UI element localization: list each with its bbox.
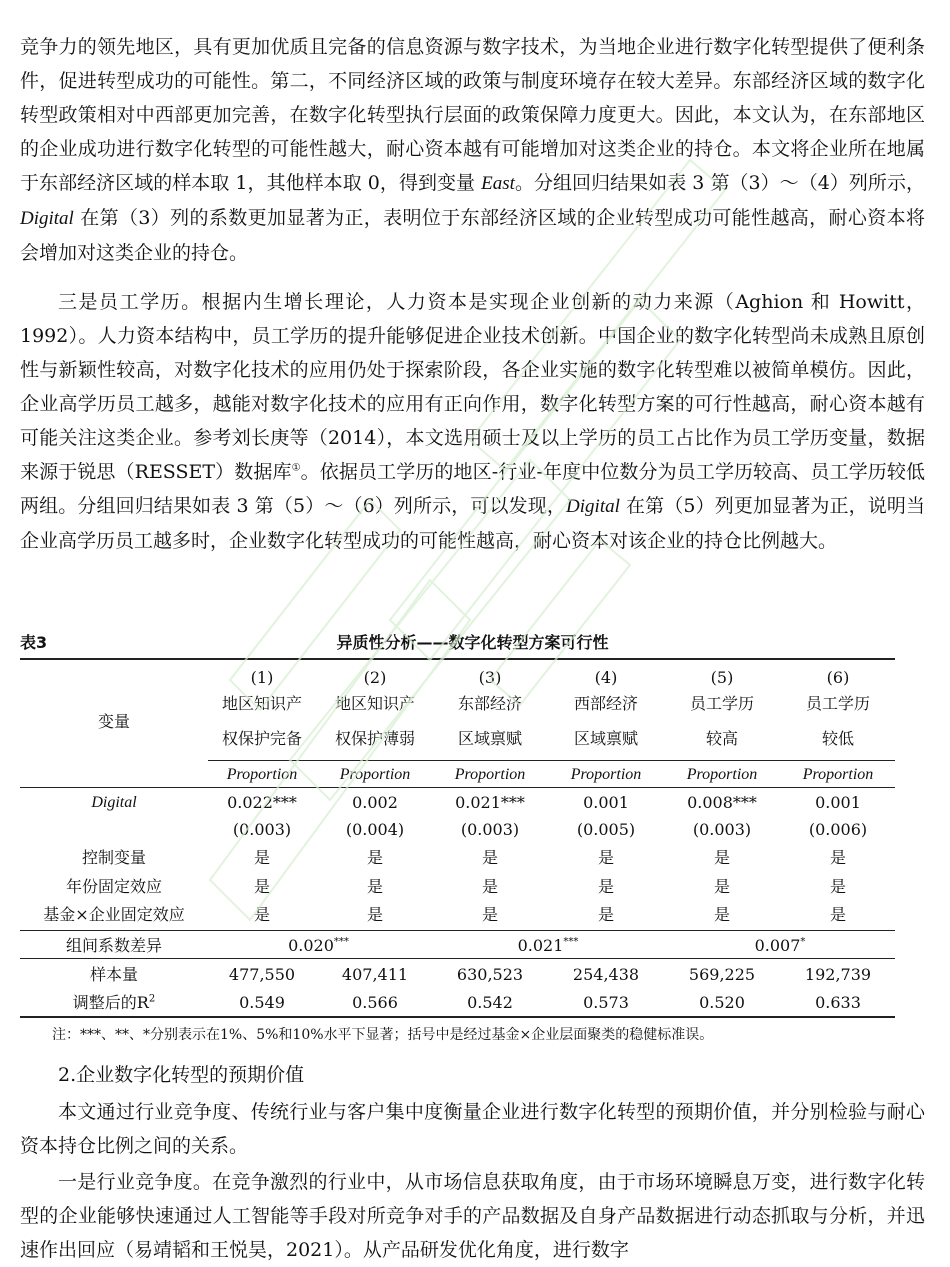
paragraph-industry-competition: 一是行业竞争度。在竞争激烈的行业中，从市场信息获取角度，由于市场环境瞬息万变，进行数字化转型的企业能够快速通过人工智能等手段对所竞争对手的产品数据及自身产品数据进行动态抓取与分析，并迅速作出回应（易靖韬和王悦昊，2021）。从产品研发优化角度，进行数字 xyxy=(20,1171,925,1261)
table-cell: 是 xyxy=(713,905,730,924)
table-cell: 是 xyxy=(253,905,270,924)
p1-mid-text: 。分组回归结果如表 3 第（3）～（4）列所示， xyxy=(514,172,925,194)
table-cell: 407,411 xyxy=(341,965,409,984)
table-cell: 是 xyxy=(481,848,498,867)
column-number: (6) xyxy=(826,668,850,687)
p2-text: 三是员工学历。根据内生增长理论，人力资本是实现企业创新的动力来源（Aghion 和 Howitt，1992）。人力资本结构中，员工学历的提升能够促进企业技术创新。中国企业的数字化转型尚未成熟且原创性与新颖性较高，对数字化技术的应用仍处于探索阶段，各企业实施的数字化转型难以被简单模仿。因此，企业高学历员工越多，越能对数字化技术的应用有正向作用，数字化转型方案的可行性越高，耐心资本越有可能关注这类企业。参考刘长庚等（2014），本文选用硕士及以上学历的员工占比作为员工学历变量，数据来源于锐思（RESSET）数据库 xyxy=(20,291,925,483)
table-cell: 是 xyxy=(597,905,614,924)
table-cell: 0.520 xyxy=(699,993,745,1012)
table-cell: 192,739 xyxy=(804,965,872,984)
table-cell: 是 xyxy=(253,848,270,867)
variable-header: 变量 xyxy=(97,712,130,731)
table-cell: (0.003) xyxy=(232,820,292,839)
p1-text: 竞争力的领先地区，具有更加优质且完备的信息资源与数字技术，为当地企业进行数字化转型提供了便利条件，促进转型成功的可能性。第二，不同经济区域的政策与制度环境存在较大差异。东部经济区域的数字化转型政策相对中西部更加完善，在数字化转型执行层面的政策保障力度更大。因此，本文认为，在东部地区的企业成功进行数字化转型的可能性越大，耐心资本越有可能增加对这类企业的持仓。本文将企业所在地属于东部经济区域的样本取 1，其他样本取 0，得到变量 xyxy=(20,36,925,194)
table-cell: 0.549 xyxy=(239,993,285,1012)
table-cell: 是 xyxy=(829,905,846,924)
table-cell: 0.566 xyxy=(352,993,398,1012)
table-cell: (0.003) xyxy=(692,820,752,839)
row-label: 年份固定效应 xyxy=(65,877,162,896)
paragraph-employee-education xyxy=(20,285,925,558)
table-cell: 0.001 xyxy=(815,793,861,812)
table-cell: 是 xyxy=(713,877,730,896)
column-label-line2: 区域禀赋 xyxy=(573,729,638,748)
dependent-variable: Proportion xyxy=(686,766,758,783)
table-cell: (0.006) xyxy=(808,820,868,839)
table-cell: 是 xyxy=(253,877,270,896)
table-cell: 是 xyxy=(829,877,846,896)
column-label-line1: 东部经济 xyxy=(457,694,522,713)
column-label-line1: 员工学历 xyxy=(689,694,754,713)
diff-cell: 0.020*** xyxy=(288,936,349,955)
table-cell: 0.002 xyxy=(352,793,398,812)
table-note: 注：***、**、*分别表示在1%、5%和10%水平下显著；括号中是经过基金×企业层面聚类的稳健标准误。 xyxy=(52,1027,714,1043)
column-number: (2) xyxy=(363,668,387,687)
table-cell: (0.004) xyxy=(345,820,405,839)
column-label-line2: 较低 xyxy=(821,729,854,748)
table-fe-rule xyxy=(20,930,895,931)
table-cell: 0.573 xyxy=(583,993,629,1012)
dependent-variable: Proportion xyxy=(570,766,642,783)
var-digital: Digital xyxy=(566,496,620,517)
column-label-line2: 权保护完备 xyxy=(221,729,302,748)
table-cell: 是 xyxy=(829,848,846,867)
table-header-rule xyxy=(208,760,895,761)
table-cell: 是 xyxy=(713,848,730,867)
column-number: (1) xyxy=(250,668,274,687)
table-cell: 是 xyxy=(366,877,383,896)
dependent-variable: Proportion xyxy=(226,766,298,783)
column-number: (5) xyxy=(710,668,734,687)
column-label-line1: 员工学历 xyxy=(805,694,870,713)
table-cell: 是 xyxy=(366,905,383,924)
paragraph-expected-value: 本文通过行业竞争度、传统行业与客户集中度衡量企业进行数字化转型的预期价值，并分别检验与耐心资本持仓比例之间的关系。 xyxy=(20,1101,925,1157)
diff-cell: 0.021*** xyxy=(517,936,579,955)
table-cell: 0.542 xyxy=(467,993,513,1012)
table-dep-rule xyxy=(20,787,895,788)
table-cell: 0.001 xyxy=(583,793,629,812)
table-cell: (0.003) xyxy=(460,820,520,839)
table-cell: 254,438 xyxy=(572,965,640,984)
table-number: 表3 xyxy=(20,633,48,652)
p2-end-text: 在第（5）列更加显著为正，说明当企业高学历员工越多时，企业数字化转型成功的可能性越高，耐心资本对该企业的持仓比例越大。 xyxy=(20,495,925,552)
row-label: 调整后的$R^2$ xyxy=(72,993,156,1012)
table-cell: 0.022*** xyxy=(227,793,297,812)
column-label-line1: 地区知识产 xyxy=(221,694,302,713)
table-cell: 0.008*** xyxy=(687,793,757,812)
p1-end-text: 在第（3）列的系数更加显著为正，表明位于东部经济区域的企业转型成功可能性越高，耐心资本将会增加对这类企业的持仓。 xyxy=(20,207,925,264)
var-digital: Digital xyxy=(20,208,74,229)
p2-mid-text: 。依据员工学历的地区-行业-年度中位数分为员工学历较高、员工学历较低两组。分组回归结果如表 3 第（5）～（6）列所示，可以发现， xyxy=(20,461,926,517)
table-top-rule xyxy=(20,658,895,660)
column-label-line2: 较高 xyxy=(705,729,738,748)
dependent-variable: Proportion xyxy=(454,766,526,783)
column-number: (4) xyxy=(594,668,618,687)
column-number: (3) xyxy=(478,668,502,687)
var-east: East xyxy=(481,173,515,194)
column-label-line1: 地区知识产 xyxy=(334,694,415,713)
table-cell: 0.021*** xyxy=(455,793,525,812)
column-label-line2: 区域禀赋 xyxy=(457,729,522,748)
row-label: 样本量 xyxy=(89,965,138,984)
table-cell: 630,523 xyxy=(456,965,524,984)
footnote-marker[interactable]: ① xyxy=(291,462,301,474)
table-bottom-rule xyxy=(20,1016,895,1018)
table-title: 异质性分析——数字化转型方案可行性 xyxy=(336,633,609,652)
paragraph-regional-policy xyxy=(20,30,925,270)
table-cell: 是 xyxy=(481,905,498,924)
table-cell: 是 xyxy=(366,848,383,867)
section-heading: 2.企业数字化转型的预期价值 xyxy=(58,1064,305,1086)
dependent-variable: Proportion xyxy=(339,766,411,783)
row-label: 控制变量 xyxy=(81,848,146,867)
row-label: 组间系数差异 xyxy=(65,936,162,955)
column-label-line1: 西部经济 xyxy=(573,694,638,713)
table-diff-rule xyxy=(20,958,895,959)
dependent-variable: Proportion xyxy=(802,766,874,783)
diff-cell: 0.007* xyxy=(754,936,806,955)
table-cell: 是 xyxy=(481,877,498,896)
row-label: 基金×企业固定效应 xyxy=(43,905,185,924)
table-cell: 569,225 xyxy=(688,965,756,984)
table-caption xyxy=(20,630,925,654)
table-cell: 0.633 xyxy=(815,993,861,1012)
table-cell: 是 xyxy=(597,877,614,896)
row-label: Digital xyxy=(91,794,137,811)
table-cell: 是 xyxy=(597,848,614,867)
table-cell: 477,550 xyxy=(228,965,296,984)
table-cell: (0.005) xyxy=(576,820,636,839)
column-label-line2: 权保护薄弱 xyxy=(334,729,415,748)
